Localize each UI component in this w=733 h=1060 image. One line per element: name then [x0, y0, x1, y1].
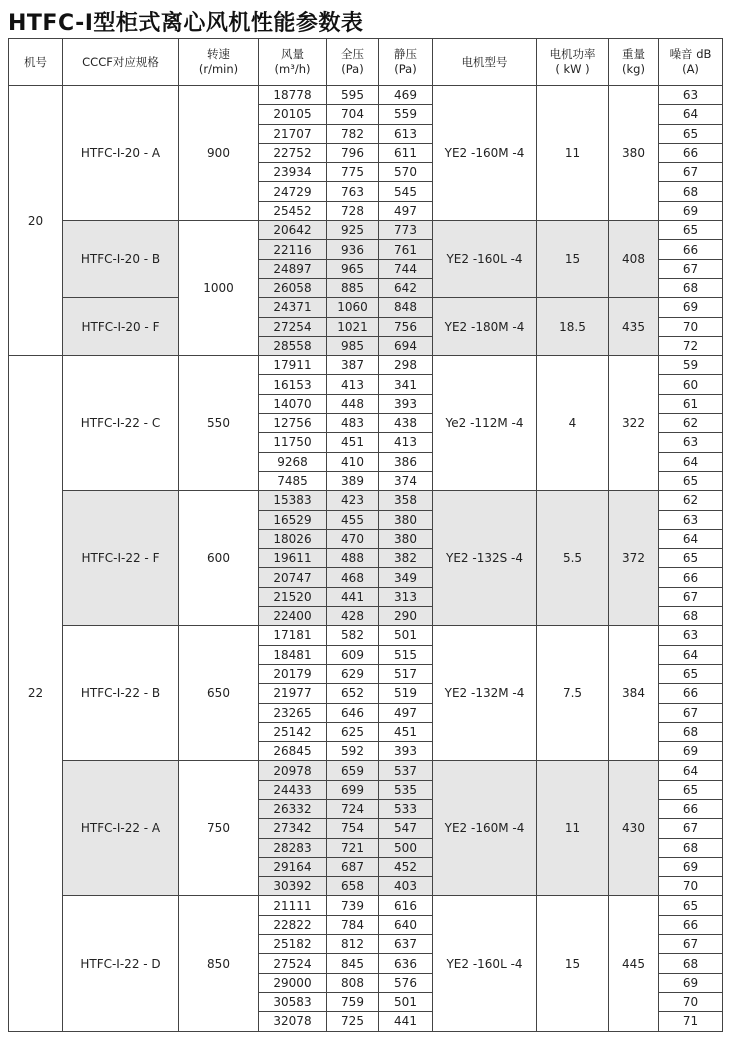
- spec-cell: HTFC-I-22 - F: [63, 491, 179, 626]
- spec-cell: HTFC-I-22 - C: [63, 356, 179, 491]
- total-pressure-cell: 413: [327, 375, 379, 394]
- motor-power-cell: 11: [537, 761, 609, 896]
- header-total-pressure-label: 全压: [341, 47, 364, 61]
- static-pressure-cell: 403: [379, 877, 433, 896]
- noise-cell: 69: [659, 201, 723, 220]
- weight-cell: 322: [609, 356, 659, 491]
- airflow-cell: 16153: [259, 375, 327, 394]
- noise-cell: 68: [659, 838, 723, 857]
- total-pressure-cell: 1060: [327, 298, 379, 317]
- airflow-cell: 22116: [259, 240, 327, 259]
- airflow-cell: 26845: [259, 742, 327, 761]
- speed-cell: 550: [179, 356, 259, 491]
- motor-model-cell: YE2 -160L -4: [433, 221, 537, 298]
- static-pressure-cell: 393: [379, 742, 433, 761]
- total-pressure-cell: 759: [327, 992, 379, 1011]
- airflow-cell: 7485: [259, 471, 327, 490]
- static-pressure-cell: 452: [379, 857, 433, 876]
- airflow-cell: 24371: [259, 298, 327, 317]
- table-row: [9, 896, 723, 915]
- airflow-cell: 18026: [259, 529, 327, 548]
- total-pressure-cell: 782: [327, 124, 379, 143]
- static-pressure-cell: 637: [379, 935, 433, 954]
- airflow-cell: 23265: [259, 703, 327, 722]
- table-row: [9, 356, 723, 375]
- airflow-cell: 18778: [259, 86, 327, 105]
- noise-cell: 65: [659, 664, 723, 683]
- noise-cell: 67: [659, 163, 723, 182]
- header-speed: [179, 39, 259, 86]
- total-pressure-cell: 925: [327, 221, 379, 240]
- total-pressure-cell: 965: [327, 259, 379, 278]
- static-pressure-cell: 501: [379, 626, 433, 645]
- total-pressure-cell: 936: [327, 240, 379, 259]
- total-pressure-cell: 582: [327, 626, 379, 645]
- noise-cell: 65: [659, 221, 723, 240]
- total-pressure-cell: 428: [327, 607, 379, 626]
- weight-cell: 372: [609, 491, 659, 626]
- airflow-cell: 22752: [259, 143, 327, 162]
- table-row: [9, 491, 723, 510]
- airflow-cell: 25182: [259, 935, 327, 954]
- header-motor-power-unit: ( kW ): [555, 62, 590, 76]
- static-pressure-cell: 636: [379, 954, 433, 973]
- total-pressure-cell: 455: [327, 510, 379, 529]
- header-noise-unit: (A): [682, 62, 699, 76]
- motor-model-cell: YE2 -160M -4: [433, 86, 537, 221]
- airflow-cell: 20978: [259, 761, 327, 780]
- airflow-cell: 9268: [259, 452, 327, 471]
- static-pressure-cell: 497: [379, 703, 433, 722]
- header-airflow: [259, 39, 327, 86]
- airflow-cell: 30583: [259, 992, 327, 1011]
- weight-cell: 384: [609, 626, 659, 761]
- total-pressure-cell: 470: [327, 529, 379, 548]
- noise-cell: 65: [659, 124, 723, 143]
- total-pressure-cell: 609: [327, 645, 379, 664]
- total-pressure-cell: 451: [327, 433, 379, 452]
- total-pressure-cell: 845: [327, 954, 379, 973]
- static-pressure-cell: 501: [379, 992, 433, 1011]
- total-pressure-cell: 784: [327, 915, 379, 934]
- static-pressure-cell: 349: [379, 568, 433, 587]
- noise-cell: 62: [659, 414, 723, 433]
- noise-cell: 70: [659, 317, 723, 336]
- total-pressure-cell: 595: [327, 86, 379, 105]
- static-pressure-cell: 386: [379, 452, 433, 471]
- header-motor-model: [433, 39, 537, 86]
- noise-cell: 67: [659, 935, 723, 954]
- noise-cell: 66: [659, 799, 723, 818]
- noise-cell: 69: [659, 742, 723, 761]
- static-pressure-cell: 517: [379, 664, 433, 683]
- table-body: [9, 86, 723, 1032]
- header-row: [9, 39, 723, 86]
- noise-cell: 68: [659, 722, 723, 741]
- header-machine-no: [9, 39, 63, 86]
- total-pressure-cell: 646: [327, 703, 379, 722]
- airflow-cell: 21977: [259, 684, 327, 703]
- noise-cell: 67: [659, 819, 723, 838]
- static-pressure-cell: 313: [379, 587, 433, 606]
- static-pressure-cell: 640: [379, 915, 433, 934]
- total-pressure-cell: 725: [327, 1012, 379, 1031]
- machine-no-cell: 22: [9, 356, 63, 1031]
- header-weight: [609, 39, 659, 86]
- noise-cell: 68: [659, 607, 723, 626]
- noise-cell: 71: [659, 1012, 723, 1031]
- total-pressure-cell: 389: [327, 471, 379, 490]
- airflow-cell: 21111: [259, 896, 327, 915]
- header-airflow-unit: (m³/h): [274, 62, 311, 76]
- static-pressure-cell: 382: [379, 549, 433, 568]
- noise-cell: 62: [659, 491, 723, 510]
- airflow-cell: 23934: [259, 163, 327, 182]
- performance-table: [8, 38, 723, 1032]
- static-pressure-cell: 694: [379, 336, 433, 355]
- static-pressure-cell: 616: [379, 896, 433, 915]
- motor-power-cell: 15: [537, 221, 609, 298]
- spec-cell: HTFC-I-22 - A: [63, 761, 179, 896]
- header-weight-unit: (kg): [622, 62, 645, 76]
- motor-model-cell: YE2 -160M -4: [433, 761, 537, 896]
- airflow-cell: 27254: [259, 317, 327, 336]
- total-pressure-cell: 423: [327, 491, 379, 510]
- noise-cell: 63: [659, 510, 723, 529]
- spec-cell: HTFC-I-20 - A: [63, 86, 179, 221]
- motor-model-cell: Ye2 -112M -4: [433, 356, 537, 491]
- static-pressure-cell: 537: [379, 761, 433, 780]
- static-pressure-cell: 773: [379, 221, 433, 240]
- total-pressure-cell: 592: [327, 742, 379, 761]
- weight-cell: 380: [609, 86, 659, 221]
- total-pressure-cell: 625: [327, 722, 379, 741]
- noise-cell: 66: [659, 568, 723, 587]
- weight-cell: 430: [609, 761, 659, 896]
- total-pressure-cell: 812: [327, 935, 379, 954]
- weight-cell: 435: [609, 298, 659, 356]
- static-pressure-cell: 341: [379, 375, 433, 394]
- static-pressure-cell: 744: [379, 259, 433, 278]
- table-row: [9, 298, 723, 317]
- header-noise: [659, 39, 723, 86]
- total-pressure-cell: 763: [327, 182, 379, 201]
- machine-no-cell: 20: [9, 86, 63, 356]
- airflow-cell: 28558: [259, 336, 327, 355]
- airflow-cell: 16529: [259, 510, 327, 529]
- static-pressure-cell: 545: [379, 182, 433, 201]
- static-pressure-cell: 290: [379, 607, 433, 626]
- airflow-cell: 26058: [259, 278, 327, 297]
- total-pressure-cell: 728: [327, 201, 379, 220]
- noise-cell: 67: [659, 259, 723, 278]
- spec-cell: HTFC-I-20 - F: [63, 298, 179, 356]
- static-pressure-cell: 380: [379, 510, 433, 529]
- airflow-cell: 20747: [259, 568, 327, 587]
- noise-cell: 65: [659, 780, 723, 799]
- static-pressure-cell: 441: [379, 1012, 433, 1031]
- total-pressure-cell: 652: [327, 684, 379, 703]
- airflow-cell: 21707: [259, 124, 327, 143]
- motor-power-cell: 5.5: [537, 491, 609, 626]
- noise-cell: 67: [659, 703, 723, 722]
- total-pressure-cell: 885: [327, 278, 379, 297]
- noise-cell: 65: [659, 549, 723, 568]
- static-pressure-cell: 497: [379, 201, 433, 220]
- airflow-cell: 29000: [259, 973, 327, 992]
- spec-cell: HTFC-I-20 - B: [63, 221, 179, 298]
- airflow-cell: 20642: [259, 221, 327, 240]
- airflow-cell: 28283: [259, 838, 327, 857]
- noise-cell: 67: [659, 587, 723, 606]
- noise-cell: 70: [659, 877, 723, 896]
- speed-cell: 600: [179, 491, 259, 626]
- static-pressure-cell: 547: [379, 819, 433, 838]
- header-total-pressure: [327, 39, 379, 86]
- static-pressure-cell: 413: [379, 433, 433, 452]
- table-row: [9, 626, 723, 645]
- speed-cell: 900: [179, 86, 259, 221]
- total-pressure-cell: 659: [327, 761, 379, 780]
- spec-cell: HTFC-I-22 - B: [63, 626, 179, 761]
- header-motor-model-label: 电机型号: [461, 54, 508, 69]
- motor-power-cell: 7.5: [537, 626, 609, 761]
- table-row: [9, 221, 723, 240]
- noise-cell: 64: [659, 452, 723, 471]
- airflow-cell: 24729: [259, 182, 327, 201]
- header-machine-no-label: 机号: [24, 54, 47, 69]
- speed-cell: 750: [179, 761, 259, 896]
- noise-cell: 63: [659, 86, 723, 105]
- static-pressure-cell: 535: [379, 780, 433, 799]
- airflow-cell: 30392: [259, 877, 327, 896]
- static-pressure-cell: 533: [379, 799, 433, 818]
- header-total-pressure-unit: (Pa): [341, 62, 364, 76]
- header-speed-unit: (r/min): [198, 62, 239, 76]
- header-motor-power-label: 电机功率: [549, 47, 596, 61]
- motor-model-cell: YE2 -160L -4: [433, 896, 537, 1031]
- page-title: HTFC-I型柜式离心风机性能参数表: [8, 11, 364, 36]
- airflow-cell: 29164: [259, 857, 327, 876]
- noise-cell: 64: [659, 529, 723, 548]
- total-pressure-cell: 985: [327, 336, 379, 355]
- header-noise-label: 噪音 dB: [669, 47, 712, 61]
- total-pressure-cell: 704: [327, 105, 379, 124]
- static-pressure-cell: 380: [379, 529, 433, 548]
- noise-cell: 63: [659, 626, 723, 645]
- static-pressure-cell: 438: [379, 414, 433, 433]
- total-pressure-cell: 658: [327, 877, 379, 896]
- total-pressure-cell: 808: [327, 973, 379, 992]
- noise-cell: 70: [659, 992, 723, 1011]
- noise-cell: 63: [659, 433, 723, 452]
- airflow-cell: 14070: [259, 394, 327, 413]
- speed-cell: 650: [179, 626, 259, 761]
- static-pressure-cell: 358: [379, 491, 433, 510]
- airflow-cell: 27342: [259, 819, 327, 838]
- header-spec: [63, 39, 179, 86]
- noise-cell: 66: [659, 684, 723, 703]
- noise-cell: 59: [659, 356, 723, 375]
- noise-cell: 64: [659, 761, 723, 780]
- total-pressure-cell: 629: [327, 664, 379, 683]
- motor-model-cell: YE2 -180M -4: [433, 298, 537, 356]
- noise-cell: 68: [659, 278, 723, 297]
- static-pressure-cell: 515: [379, 645, 433, 664]
- total-pressure-cell: 488: [327, 549, 379, 568]
- total-pressure-cell: 687: [327, 857, 379, 876]
- header-speed-label: 转速: [207, 47, 230, 61]
- static-pressure-cell: 374: [379, 471, 433, 490]
- static-pressure-cell: 642: [379, 278, 433, 297]
- static-pressure-cell: 611: [379, 143, 433, 162]
- total-pressure-cell: 448: [327, 394, 379, 413]
- airflow-cell: 11750: [259, 433, 327, 452]
- airflow-cell: 25452: [259, 201, 327, 220]
- table-row: [9, 761, 723, 780]
- total-pressure-cell: 754: [327, 819, 379, 838]
- noise-cell: 69: [659, 298, 723, 317]
- header-static-pressure: [379, 39, 433, 86]
- airflow-cell: 25142: [259, 722, 327, 741]
- airflow-cell: 20179: [259, 664, 327, 683]
- noise-cell: 72: [659, 336, 723, 355]
- spec-cell: HTFC-I-22 - D: [63, 896, 179, 1031]
- speed-cell: 1000: [179, 221, 259, 356]
- total-pressure-cell: 441: [327, 587, 379, 606]
- airflow-cell: 26332: [259, 799, 327, 818]
- static-pressure-cell: 559: [379, 105, 433, 124]
- airflow-cell: 17911: [259, 356, 327, 375]
- noise-cell: 64: [659, 105, 723, 124]
- header-airflow-label: 风量: [281, 47, 304, 61]
- noise-cell: 61: [659, 394, 723, 413]
- noise-cell: 69: [659, 973, 723, 992]
- static-pressure-cell: 451: [379, 722, 433, 741]
- static-pressure-cell: 576: [379, 973, 433, 992]
- static-pressure-cell: 298: [379, 356, 433, 375]
- static-pressure-cell: 393: [379, 394, 433, 413]
- motor-power-cell: 11: [537, 86, 609, 221]
- motor-power-cell: 15: [537, 896, 609, 1031]
- motor-model-cell: YE2 -132M -4: [433, 626, 537, 761]
- total-pressure-cell: 468: [327, 568, 379, 587]
- airflow-cell: 17181: [259, 626, 327, 645]
- weight-cell: 408: [609, 221, 659, 298]
- noise-cell: 66: [659, 143, 723, 162]
- airflow-cell: 20105: [259, 105, 327, 124]
- header-spec-label: CCCF对应规格: [82, 54, 159, 69]
- total-pressure-cell: 796: [327, 143, 379, 162]
- noise-cell: 68: [659, 182, 723, 201]
- weight-cell: 445: [609, 896, 659, 1031]
- noise-cell: 66: [659, 915, 723, 934]
- airflow-cell: 27524: [259, 954, 327, 973]
- total-pressure-cell: 483: [327, 414, 379, 433]
- airflow-cell: 24433: [259, 780, 327, 799]
- airflow-cell: 18481: [259, 645, 327, 664]
- static-pressure-cell: 469: [379, 86, 433, 105]
- noise-cell: 65: [659, 471, 723, 490]
- static-pressure-cell: 519: [379, 684, 433, 703]
- header-motor-power: [537, 39, 609, 86]
- airflow-cell: 32078: [259, 1012, 327, 1031]
- airflow-cell: 22400: [259, 607, 327, 626]
- noise-cell: 66: [659, 240, 723, 259]
- motor-model-cell: YE2 -132S -4: [433, 491, 537, 626]
- static-pressure-cell: 570: [379, 163, 433, 182]
- total-pressure-cell: 739: [327, 896, 379, 915]
- total-pressure-cell: 410: [327, 452, 379, 471]
- static-pressure-cell: 756: [379, 317, 433, 336]
- airflow-cell: 15383: [259, 491, 327, 510]
- total-pressure-cell: 721: [327, 838, 379, 857]
- static-pressure-cell: 500: [379, 838, 433, 857]
- airflow-cell: 21520: [259, 587, 327, 606]
- total-pressure-cell: 1021: [327, 317, 379, 336]
- total-pressure-cell: 387: [327, 356, 379, 375]
- noise-cell: 60: [659, 375, 723, 394]
- noise-cell: 64: [659, 645, 723, 664]
- table-row: [9, 86, 723, 105]
- static-pressure-cell: 613: [379, 124, 433, 143]
- header-static-pressure-label: 静压: [394, 47, 417, 61]
- noise-cell: 69: [659, 857, 723, 876]
- total-pressure-cell: 724: [327, 799, 379, 818]
- airflow-cell: 12756: [259, 414, 327, 433]
- airflow-cell: 22822: [259, 915, 327, 934]
- total-pressure-cell: 775: [327, 163, 379, 182]
- total-pressure-cell: 699: [327, 780, 379, 799]
- airflow-cell: 24897: [259, 259, 327, 278]
- noise-cell: 65: [659, 896, 723, 915]
- static-pressure-cell: 761: [379, 240, 433, 259]
- header-static-pressure-unit: (Pa): [394, 62, 417, 76]
- header-weight-label: 重量: [622, 47, 645, 61]
- airflow-cell: 19611: [259, 549, 327, 568]
- static-pressure-cell: 848: [379, 298, 433, 317]
- noise-cell: 68: [659, 954, 723, 973]
- speed-cell: 850: [179, 896, 259, 1031]
- motor-power-cell: 4: [537, 356, 609, 491]
- motor-power-cell: 18.5: [537, 298, 609, 356]
